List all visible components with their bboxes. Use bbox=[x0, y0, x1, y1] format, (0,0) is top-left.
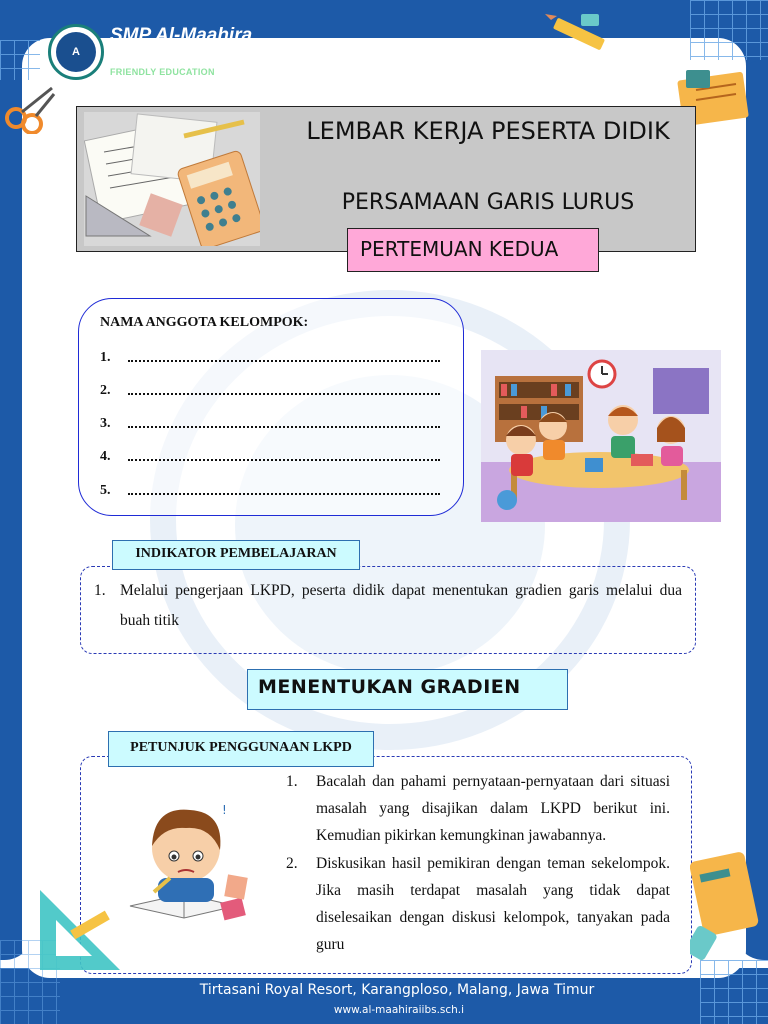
studying-boy-illustration bbox=[124, 796, 254, 926]
grid-decoration-top-left bbox=[0, 40, 40, 80]
indicator-number: 1. bbox=[94, 582, 106, 599]
member-row bbox=[100, 383, 440, 399]
member-number: 5. bbox=[100, 483, 111, 498]
member-name-blank[interactable] bbox=[128, 483, 440, 495]
member-number: 1. bbox=[100, 350, 111, 365]
instructions-label: PETUNJUK PENGGUNAAN LKPD bbox=[108, 731, 374, 767]
group-members-title: NAMA ANGGOTA KELOMPOK: bbox=[100, 315, 309, 330]
indicator-text: Melalui pengerjaan LKPD, peserta didik dapat menentukan gradien garis melalui dua buah titik bbox=[120, 582, 682, 629]
notebook-icon bbox=[690, 850, 760, 960]
member-number: 2. bbox=[100, 383, 111, 398]
member-row bbox=[100, 483, 440, 499]
school-logo bbox=[48, 24, 104, 80]
svg-text:!: ! bbox=[222, 803, 227, 817]
member-row bbox=[100, 350, 440, 366]
worksheet-title: LEMBAR KERJA PESERTA DIDIK bbox=[306, 117, 670, 145]
instruction-number: 1. bbox=[286, 773, 298, 790]
ruler-triangle-icon bbox=[30, 880, 130, 980]
math-stationery-illustration bbox=[84, 112, 260, 246]
footer-website[interactable]: www.al-maahiraiibs.sch.i bbox=[333, 1004, 465, 1016]
classroom-illustration bbox=[481, 350, 721, 522]
member-name-blank[interactable] bbox=[128, 449, 440, 461]
member-name-blank[interactable] bbox=[128, 383, 440, 395]
indicator-label: INDIKATOR PEMBELAJARAN bbox=[112, 540, 360, 570]
instruction-text: Bacalah dan pahami pernyataan-pernyataan dari situasi masalah yang disajikan dalam LKPD berikut ini. Kemudian pikirkan kemungkinan jawabannya. bbox=[316, 773, 670, 844]
worksheet-subtitle: PERSAMAAN GARIS LURUS bbox=[341, 190, 635, 215]
member-number: 3. bbox=[100, 416, 111, 431]
footer-address: Tirtasani Royal Resort, Karangploso, Malang, Jawa Timur bbox=[199, 982, 595, 998]
instruction-item bbox=[286, 850, 670, 958]
member-name-blank[interactable] bbox=[128, 416, 440, 428]
member-row bbox=[100, 416, 440, 432]
pencil-icon bbox=[545, 12, 615, 62]
school-logo-text bbox=[110, 26, 252, 77]
scissors-icon bbox=[2, 82, 58, 134]
member-row bbox=[100, 449, 440, 465]
meeting-label: PERTEMUAN KEDUA bbox=[347, 228, 599, 272]
grid-decoration-top-right bbox=[690, 0, 768, 60]
logo-line-1: SMP Al-Maahira bbox=[110, 25, 253, 46]
logo-line-3: FRIENDLY EDUCATION bbox=[110, 67, 215, 77]
instruction-number: 2. bbox=[286, 855, 298, 872]
school-logo-emblem: A bbox=[56, 32, 96, 72]
section-heading: MENENTUKAN GRADIEN bbox=[247, 669, 568, 710]
instruction-text: Diskusikan hasil pemikiran dengan teman sekelompok. Jika masih terdapat masalah yang tidak dapat diselesaikan dengan diskusi kelompok, tanyakan pada guru bbox=[316, 855, 670, 953]
member-name-blank[interactable] bbox=[128, 350, 440, 362]
member-number: 4. bbox=[100, 449, 111, 464]
logo-line-2: IIBS Malang bbox=[110, 45, 218, 66]
instruction-item bbox=[286, 768, 670, 849]
